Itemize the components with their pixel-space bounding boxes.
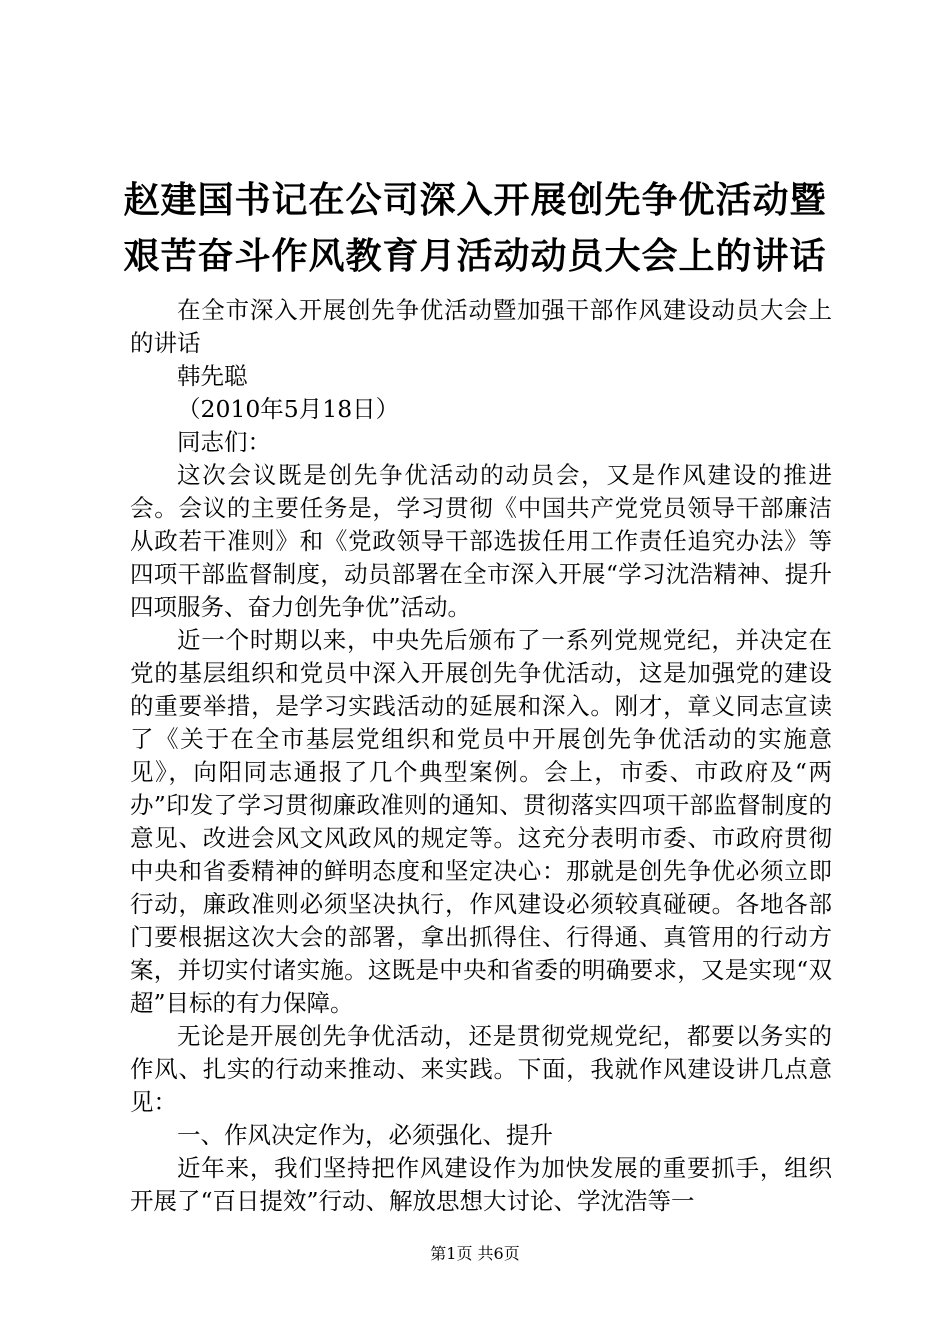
- section-heading: 一、作风决定作为，必须强化、提升: [177, 1121, 553, 1149]
- paragraph-text: 无论是开展创先争优活动，还是贯彻党规党纪，都要以务实的作风、扎实的行动来推动、来实践。下面，我就作风建设讲几点意见：: [130, 1022, 832, 1116]
- page-footer: 第1页 共6页: [430, 1244, 520, 1263]
- paragraph-date: （2010年5月18日）: [177, 395, 400, 423]
- paragraph-author: 韩先聪: [177, 362, 248, 390]
- document-body: [130, 294, 832, 1218]
- paragraph-text: 近年来，我们坚持把作风建设作为加快发展的重要抓手，组织开展了“百日提效”行动、解放思想大讨论、学沈浩等一: [130, 1154, 832, 1215]
- paragraph-salutation: 同志们：: [177, 428, 271, 456]
- paragraph-text: 这次会议既是创先争优活动的动员会，又是作风建设的推进会。会议的主要任务是，学习贯彻《中国共产党党员领导干部廉洁从政若干准则》和《党政领导干部选拔任用工作责任追究办法》等四项干部监督制度，动员部署在全市深入开展“学习沈浩精神、提升四项服务、奋力创先争优”活动。: [130, 461, 832, 621]
- paragraph-text: 近一个时期以来，中央先后颁布了一系列党规党纪，并决定在党的基层组织和党员中深入开展创先争优活动，这是加强党的建设的重要举措，是学习实践活动的延展和深入。刚才，章义同志宣读了《关于在全市基层党组织和党员中开展创先争优活动的实施意见》，向阳同志通报了几个典型案例。会上，市委、市政府及“两办”印发了学习贯彻廉政准则的通知、贯彻落实四项干部监督制度的意见、改进会风文风政风的规定等。这充分表明市委、市政府贯彻中央和省委精神的鲜明态度和坚定决心：那就是创先争优必须立即行动，廉政准则必须坚决执行，作风建设必须较真碰硬。各地各部门要根据这次大会的部署，拿出抓得住、行得通、真管用的行动方案，并切实付诸实施。这既是中央和省委的明确要求，又是实现“双超”目标的有力保障。: [130, 626, 832, 1017]
- paragraph-subtitle: 在全市深入开展创先争优活动暨加强干部作风建设动员大会上的讲话: [130, 296, 832, 357]
- document-title: 赵建国书记在公司深入开展创先争优活动暨艰苦奋斗作风教育月活动动员大会上的讲话: [123, 179, 827, 277]
